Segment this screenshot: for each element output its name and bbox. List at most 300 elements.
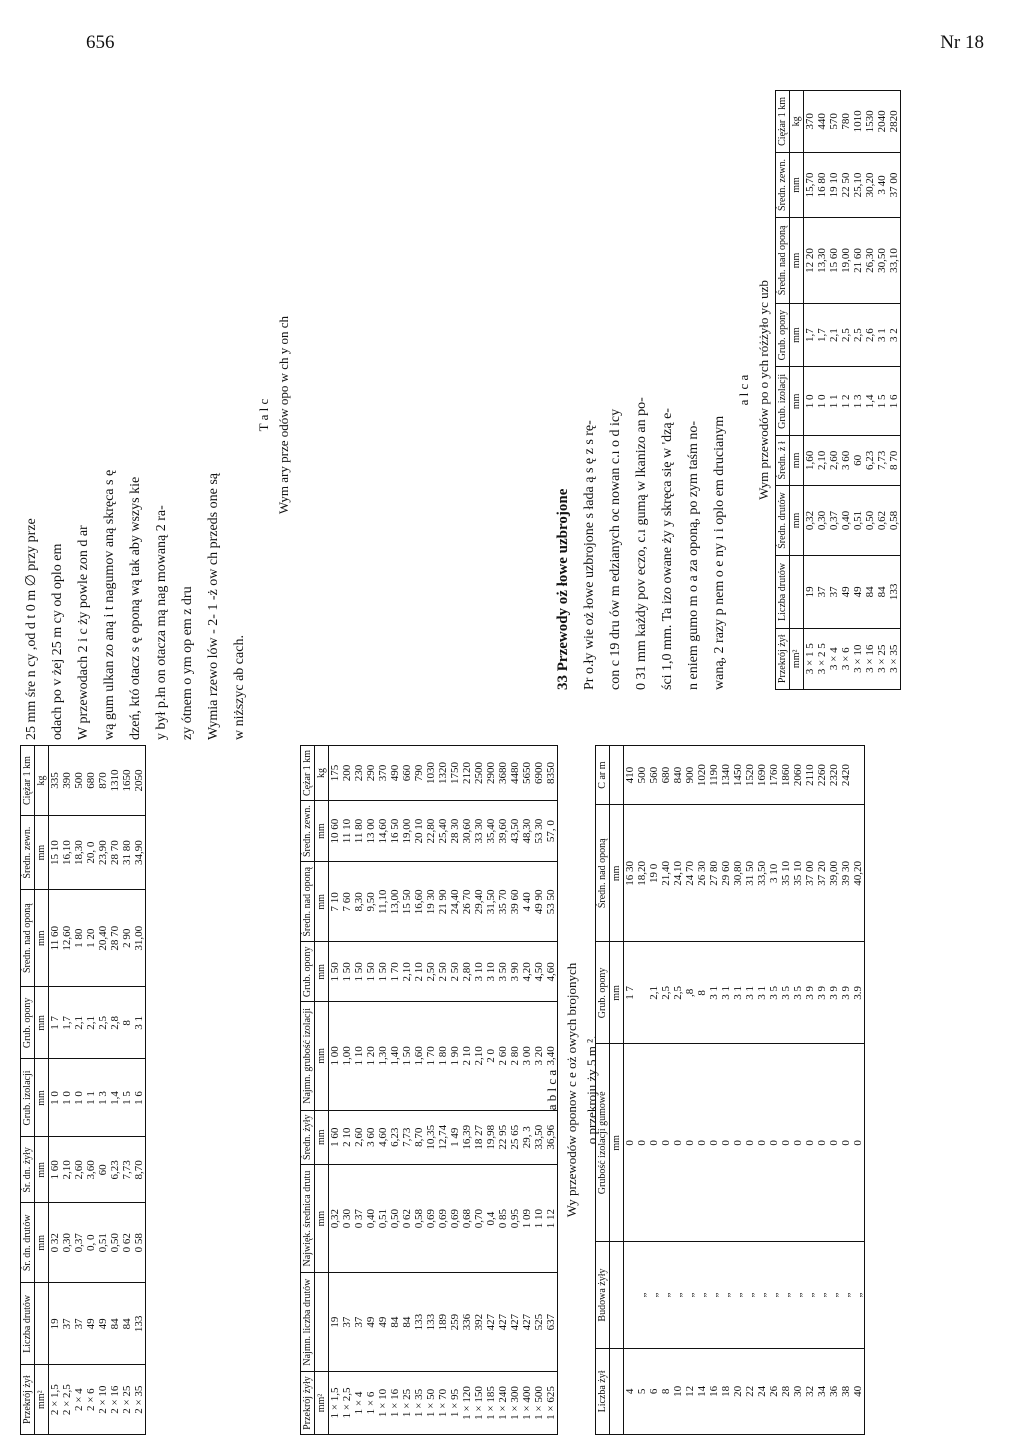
table4-cell: 0 <box>732 1044 744 1242</box>
table3-cell: 440 <box>816 91 828 153</box>
table4-cell: 32 <box>804 1348 816 1434</box>
table4-subcaption-2: o przekroju ży 5 m ². <box>584 1035 599 1145</box>
table1-cell: 53 30 <box>533 800 545 861</box>
right-text-line: con c 19 dru ów m edzianych oc nowan c.ı o d icy <box>608 408 623 690</box>
table4 <box>595 745 865 1435</box>
table4-cell: „ <box>660 1242 672 1349</box>
table4-cell: 12 <box>684 1348 696 1434</box>
table4-cell: 33,50 <box>756 805 768 942</box>
right-text-line: Pr o.ły wie oż łowe uzbrojone s łada ą s ę z s rę- <box>582 420 597 690</box>
table1-cell: 1,60 <box>413 1002 425 1110</box>
table4-row <box>792 746 804 1435</box>
table3-cell: 3 × 10 <box>852 628 864 689</box>
table1-header-cell: Najmn. liczba drutów <box>301 1273 315 1372</box>
table1-cell: 8,70 <box>413 1110 425 1164</box>
table1-cell: 0,68 <box>461 1164 473 1272</box>
table1-cell: 12,74 <box>437 1110 449 1164</box>
table3-cell: 30,50 <box>876 218 888 304</box>
table1-cell: 22 95 <box>497 1110 509 1164</box>
table4-cell: „ <box>672 1242 684 1349</box>
table4-row <box>648 746 660 1435</box>
table1-unit-cell: mm <box>315 1110 329 1164</box>
table4-cell: 6 <box>648 1348 660 1434</box>
table3-unit-cell: mm <box>790 218 804 304</box>
table2-row <box>61 746 73 1435</box>
table2-row <box>49 746 62 1435</box>
table4-row <box>804 746 816 1435</box>
table2-row <box>73 746 85 1435</box>
table3-unit-cell: mm <box>790 436 804 485</box>
table2-cell: 0 62 <box>121 1203 133 1283</box>
table1-cell: 31,50 <box>485 862 497 942</box>
table2-row <box>133 746 146 1435</box>
table4-subcaption: Wy przewodów oponow c e oż owych brojonych <box>564 962 579 1218</box>
table2-cell: 3,60 <box>85 1137 97 1203</box>
table1-cell: 2 10 <box>413 942 425 1002</box>
table1-cell: 427 <box>509 1273 521 1372</box>
table1-cell: 1 50 <box>329 942 342 1002</box>
table1-cell: 1 × 500 <box>533 1372 545 1435</box>
table3-cell: 780 <box>840 91 852 153</box>
table4-cell: 2,5 <box>672 942 684 1044</box>
table3-cell: 3 × 1 5 <box>804 628 817 689</box>
table3-cell: 3 × 35 <box>888 628 901 689</box>
table4-cell: 2260 <box>816 746 828 805</box>
table3-cell: 2,60 <box>828 436 840 485</box>
table1-cell: 0,50 <box>389 1164 401 1272</box>
table4-cell: 39 30 <box>840 805 852 942</box>
table1-cell: 1 × 70 <box>437 1372 449 1435</box>
table4-cell: 10 <box>672 1348 684 1434</box>
right-text-line: ści 1,0 mm. Ta izo owane ży y skręca się w 'dzą e- <box>660 408 675 690</box>
table2-cell: 870 <box>97 746 109 816</box>
table1-cell: 790 <box>413 746 425 801</box>
table3-cell: 1 2 <box>840 367 852 436</box>
table1-cell: 0,4 <box>485 1164 497 1272</box>
table2-cell: 28 70 <box>109 816 121 890</box>
table2-header-cell: Średn. nad oponą <box>21 890 35 987</box>
table2-header-cell: Śr. dn. żyły <box>21 1137 35 1203</box>
table3-cell: 19 <box>804 556 817 628</box>
table4-cell: 0 <box>720 1044 732 1242</box>
table3-cell: 370 <box>804 91 817 153</box>
table1-cell: 26 70 <box>461 862 473 942</box>
right-text-line: 0 31 mm każdy pov eczo, c.ı gumą w lkanizo an po- <box>634 397 649 690</box>
table2-cell: 1 0 <box>73 1059 85 1137</box>
table4-cell: 28 <box>780 1348 792 1434</box>
table4-cell: 0 <box>708 1044 720 1242</box>
table4-cell: 3 9 <box>816 942 828 1044</box>
table1-cell: 15 50 <box>401 862 413 942</box>
table4-cell <box>636 942 648 1044</box>
table2-cell: 28 70 <box>109 890 121 987</box>
table3-cell: 3 1 <box>876 303 888 367</box>
table3-header-cell: Średn. ż ł <box>776 436 790 485</box>
table4-row <box>684 746 696 1435</box>
table2-unit-cell: mm <box>35 1137 49 1203</box>
table4-cell: „ <box>792 1242 804 1349</box>
table1-cell: 13 00 <box>365 800 377 861</box>
table4-cell: 3 1 <box>720 942 732 1044</box>
table1-cell: 2,10 <box>401 942 413 1002</box>
table1-cell: 133 <box>425 1273 437 1372</box>
table4-cell: „ <box>732 1242 744 1349</box>
table1-cell: 1 90 <box>449 1002 461 1110</box>
table3-cell: 2040 <box>876 91 888 153</box>
table1-cell: 1,00 <box>341 1002 353 1110</box>
table1-cell: 2 0 <box>485 1002 497 1110</box>
table4-cell: 26 <box>768 1348 780 1434</box>
table2-cell: 6,23 <box>109 1137 121 1203</box>
table1-cell: 2120 <box>461 746 473 801</box>
table1-subcaption: Wym ary prze odów opo w ch y on ch <box>276 315 291 515</box>
table1-cell: 1 50 <box>365 942 377 1002</box>
table1-cell: 4,60 <box>377 1110 389 1164</box>
table1-row <box>341 746 353 1435</box>
table4-cell: 0 <box>660 1044 672 1242</box>
table2-cell: 20, 0 <box>85 816 97 890</box>
table1-cell: 1 49 <box>449 1110 461 1164</box>
table1-cell: 1 × 16 <box>389 1372 401 1435</box>
table4-cell: 1 7 <box>624 942 637 1044</box>
table4-cell: 1190 <box>708 746 720 805</box>
table3-cell: 1,60 <box>804 436 817 485</box>
table2-cell: 2 × 35 <box>133 1365 146 1435</box>
table4-cell: 18,20 <box>636 805 648 942</box>
table4-cell: 1020 <box>696 746 708 805</box>
table4-cell: 0 <box>648 1044 660 1242</box>
table4-cell: 3 9 <box>828 942 840 1044</box>
table1-cell: 2 80 <box>509 1002 521 1110</box>
table1-header-cell: Średn. żyły <box>301 1110 315 1164</box>
table2-cell: 1 7 <box>49 987 62 1059</box>
table1-cell: 19,00 <box>401 800 413 861</box>
table2 <box>20 745 146 1435</box>
table1-cell: 16 50 <box>389 800 401 861</box>
table3-unit-cell <box>790 556 804 628</box>
table1-unit-cell: mm <box>315 942 329 1002</box>
table1-cell: 0,32 <box>329 1164 342 1272</box>
table2-cell: 31,00 <box>133 890 146 987</box>
table4-cell: „ <box>744 1242 756 1349</box>
table4-unit-cell <box>610 1348 624 1434</box>
table1-cell: 0,70 <box>473 1164 485 1272</box>
table2-cell: 1 80 <box>73 890 85 987</box>
table3-cell: 3 2 <box>888 303 901 367</box>
table2-cell: 2 90 <box>121 890 133 987</box>
table1-cell: 0,58 <box>413 1164 425 1272</box>
table1-cell: 1 70 <box>425 1002 437 1110</box>
table3-cell: 1 0 <box>816 367 828 436</box>
table1-cell: 189 <box>437 1273 449 1372</box>
table1-cell: 37 <box>353 1273 365 1372</box>
table2-row <box>121 746 133 1435</box>
table4-cell: „ <box>648 1242 660 1349</box>
rotated-page-content <box>20 90 1010 1435</box>
table2-cell: 16,10 <box>61 816 73 890</box>
table1 <box>300 745 558 1435</box>
table1-cell: 1 × 2,5 <box>341 1372 353 1435</box>
table1-cell: 0,95 <box>509 1164 521 1272</box>
table4-unit-cell: mm <box>610 942 624 1044</box>
table2-header-cell: Ciężar 1 km <box>21 746 35 816</box>
table1-cell: 490 <box>389 746 401 801</box>
table1-row <box>449 746 461 1435</box>
table3-cell: 1010 <box>852 91 864 153</box>
table2-row <box>97 746 109 1435</box>
table3-unit-cell: mm <box>790 485 804 556</box>
table1-cell: 3 90 <box>509 942 521 1002</box>
table4-unit-cell <box>610 746 624 805</box>
table4-header-cell: Liczba żył <box>596 1348 610 1434</box>
table4-cell: 35 10 <box>780 805 792 942</box>
table2-unit-cell: mm <box>35 1059 49 1137</box>
left-text-column <box>20 90 520 740</box>
table3-unit-cell: mm <box>790 152 804 217</box>
table1-cell: 84 <box>401 1273 413 1372</box>
table1-row <box>329 746 342 1435</box>
table1-cell: 11,10 <box>377 862 389 942</box>
table4-cell: 2420 <box>840 746 852 805</box>
table4-cell: 0 <box>816 1044 828 1242</box>
table2-cell: 37 <box>61 1283 73 1365</box>
table2-unit-cell: mm <box>35 987 49 1059</box>
table1-cell: 336 <box>461 1273 473 1372</box>
table4-header-cell: Średn. nad oponą <box>596 805 610 942</box>
table2-unit-cell: mm <box>35 816 49 890</box>
table3-cell: 26,30 <box>864 218 876 304</box>
table4-header-cell: Grub. opony <box>596 942 610 1044</box>
table4-cell: 2320 <box>828 746 840 805</box>
table1-cell: 1030 <box>425 746 437 801</box>
table2-cell: 335 <box>49 746 62 816</box>
table4-row <box>708 746 720 1435</box>
table4-cell: „ <box>756 1242 768 1349</box>
table1-cell: 1 × 300 <box>509 1372 521 1435</box>
table3-cell: 3 × 6 <box>840 628 852 689</box>
table4-cell: 0 <box>636 1044 648 1242</box>
table1-cell: 19 30 <box>425 862 437 942</box>
table1-cell: 30,60 <box>461 800 473 861</box>
table4-cell: 37 00 <box>804 805 816 942</box>
table1-cell: 29,40 <box>473 862 485 942</box>
table1-cell: 57, 0 <box>545 800 558 861</box>
table4-cell: 1450 <box>732 746 744 805</box>
table1-cell: 33 30 <box>473 800 485 861</box>
table4-row <box>816 746 828 1435</box>
table1-cell: 1 50 <box>377 942 389 1002</box>
table4-cell: 0 <box>828 1044 840 1242</box>
table3-header-cell: Grub. opony <box>776 303 790 367</box>
table4-cell: 1690 <box>756 746 768 805</box>
table3-cell: 2,5 <box>852 303 864 367</box>
page-number: 656 <box>86 32 115 53</box>
table3-cell: 133 <box>888 556 901 628</box>
table4-header-cell: Grubość izolacji gumowe <box>596 1044 610 1242</box>
table2-cell: 500 <box>73 746 85 816</box>
left-text-line: w niższyc ab cach. <box>232 635 247 740</box>
table3-cell: 2,1 <box>828 303 840 367</box>
table3-cell: 7,73 <box>876 436 888 485</box>
table4-cell: 34 <box>816 1348 828 1434</box>
table1-cell: 29, 3 <box>521 1110 533 1164</box>
section-heading: 33 Przewody oż łowe uzbrojone <box>555 488 571 690</box>
table4-cell: 2110 <box>804 746 816 805</box>
table1-cell: 175 <box>329 746 342 801</box>
table1-row <box>473 746 485 1435</box>
table4-cell: 14 <box>696 1348 708 1434</box>
table2-cell: 15 10 <box>49 816 62 890</box>
table2-cell: 1 3 <box>97 1059 109 1137</box>
table4-cell: „ <box>804 1242 816 1349</box>
table1-cell: 290 <box>365 746 377 801</box>
table4-cell: 16 <box>708 1348 720 1434</box>
table1-cell: 53 50 <box>545 862 558 942</box>
table1-cell: 2,80 <box>461 942 473 1002</box>
table1-cell: 0 62 <box>401 1164 413 1272</box>
table1-unit-cell: mm <box>315 862 329 942</box>
table1-row <box>365 746 377 1435</box>
table1-cell: 3 60 <box>365 1110 377 1164</box>
table3-cell: 25,10 <box>852 152 864 217</box>
table4-cell: „ <box>828 1242 840 1349</box>
table1-cell: 1 10 <box>353 1002 365 1110</box>
table1-cell: 28 30 <box>449 800 461 861</box>
table3-cell: 30,20 <box>864 152 876 217</box>
table4-container <box>595 745 1000 1435</box>
table1-row <box>437 746 449 1435</box>
table1-cell: 4,50 <box>533 942 545 1002</box>
table2-cell: 1 0 <box>49 1059 62 1137</box>
table3-cell: 1 1 <box>828 367 840 436</box>
table3-cell: 0,51 <box>852 485 864 556</box>
table1-row <box>425 746 437 1435</box>
table4-header-cell: C ar m <box>596 746 610 805</box>
table2-cell: 1650 <box>121 746 133 816</box>
table1-cell: 1750 <box>449 746 461 801</box>
table1-cell: 2,10 <box>473 1002 485 1110</box>
table2-cell: 1 0 <box>61 1059 73 1137</box>
table1-cell: 133 <box>413 1273 425 1372</box>
table3-cell: 2820 <box>888 91 901 153</box>
table2-cell: 2,60 <box>73 1137 85 1203</box>
table2-cell: 12,60 <box>61 890 73 987</box>
table3-cell: 3 60 <box>840 436 852 485</box>
table1-cell: 25 65 <box>509 1110 521 1164</box>
table1-cell: 637 <box>545 1273 558 1372</box>
table1-row <box>401 746 413 1435</box>
table4-cell: 36 <box>828 1348 840 1434</box>
table4-row <box>828 746 840 1435</box>
left-text-line: dzeń, któ otacz s ę oponą wą tak aby wszys kie <box>128 476 143 740</box>
table1-header-cell: Cężar 1 km <box>301 746 315 801</box>
table1-cell: 0,69 <box>449 1164 461 1272</box>
table2-cell: 1 6 <box>133 1059 146 1137</box>
table3-cell: 0,50 <box>864 485 876 556</box>
table1-cell: 1,30 <box>377 1002 389 1110</box>
table1-row <box>485 746 497 1435</box>
table1-cell: 1 × 50 <box>425 1372 437 1435</box>
table4-cell: 0 <box>756 1044 768 1242</box>
table1-cell: 0,51 <box>377 1164 389 1272</box>
table2-cell: 1310 <box>109 746 121 816</box>
left-paragraph <box>20 90 252 740</box>
table2-header-cell: Grub. opony <box>21 987 35 1059</box>
table2-header-cell: Śr. dn. drutów <box>21 1203 35 1283</box>
table4-cell: ,8 <box>684 942 696 1044</box>
table1-header-cell: Najmn. grubość izolacji <box>301 1002 315 1110</box>
table3-cell: 0,30 <box>816 485 828 556</box>
table1-cell: 2500 <box>473 746 485 801</box>
table2-cell: 84 <box>121 1283 133 1365</box>
table3-cell: 16 80 <box>816 152 828 217</box>
table1-cell: 16,60 <box>413 862 425 942</box>
table1-cell: 2,50 <box>425 942 437 1002</box>
table1-cell: 4480 <box>509 746 521 801</box>
table3-header-cell: Grub. izolacji <box>776 367 790 436</box>
table4-row <box>744 746 756 1435</box>
table3-cell: 3 × 16 <box>864 628 876 689</box>
table3-row <box>804 91 817 690</box>
table4-cell: 3 9 <box>840 942 852 1044</box>
table1-unit-cell: mm <box>315 1002 329 1110</box>
table1-cell: 0,69 <box>437 1164 449 1272</box>
table4-cell: 3 1 <box>732 942 744 1044</box>
table1-cell: 5650 <box>521 746 533 801</box>
table4-cell: 30 <box>792 1348 804 1434</box>
table2-cell: 8 <box>121 987 133 1059</box>
table1-cell: 1 × 35 <box>413 1372 425 1435</box>
table1-cell: 3 10 <box>485 942 497 1002</box>
table4-cell: 3 10 <box>768 805 780 942</box>
table4-cell: 24,10 <box>672 805 684 942</box>
table4-cell: 18 <box>720 1348 732 1434</box>
table1-cell: 1 80 <box>437 1002 449 1110</box>
table1-cell: 10,35 <box>425 1110 437 1164</box>
table1-cell: 259 <box>449 1273 461 1372</box>
table1-cell: 427 <box>485 1273 497 1372</box>
table3-cell: 60 <box>852 436 864 485</box>
table4-cell: 0 <box>624 1044 637 1242</box>
table1-unit-cell <box>315 1273 329 1372</box>
table1-cell: 39 60 <box>509 862 521 942</box>
table2-cell: 19 <box>49 1283 62 1365</box>
right-text-line: waną, 2 razy p nem o e ny ı i oplo em drucianym <box>712 415 727 690</box>
table4-cell: 680 <box>660 746 672 805</box>
table1-cell: 49 90 <box>533 862 545 942</box>
table1-cell: 200 <box>341 746 353 801</box>
table4-cell: 500 <box>636 746 648 805</box>
table1-unit-cell: mm² <box>315 1372 329 1435</box>
table4-cell: 30,80 <box>732 805 744 942</box>
table2-cell: 84 <box>109 1283 121 1365</box>
table3-cell: 1,4 <box>864 367 876 436</box>
table1-cell: 21 90 <box>437 862 449 942</box>
table2-cell: 2,1 <box>73 987 85 1059</box>
table3-row <box>852 91 864 690</box>
table1-cell: 3 00 <box>521 1002 533 1110</box>
table4-cell: 27 80 <box>708 805 720 942</box>
table3-row <box>840 91 852 690</box>
table4-cell: 40 <box>852 1348 865 1434</box>
table1-cell: 4,60 <box>545 942 558 1002</box>
table1-cell: 84 <box>389 1273 401 1372</box>
table4-cell: 3 5 <box>792 942 804 1044</box>
table4-row <box>852 746 865 1435</box>
table2-cell: 1 20 <box>85 890 97 987</box>
table3-subcaption: Wym przewodów po o ych różżyło yc uzb <box>756 280 771 500</box>
table4-row <box>660 746 672 1435</box>
